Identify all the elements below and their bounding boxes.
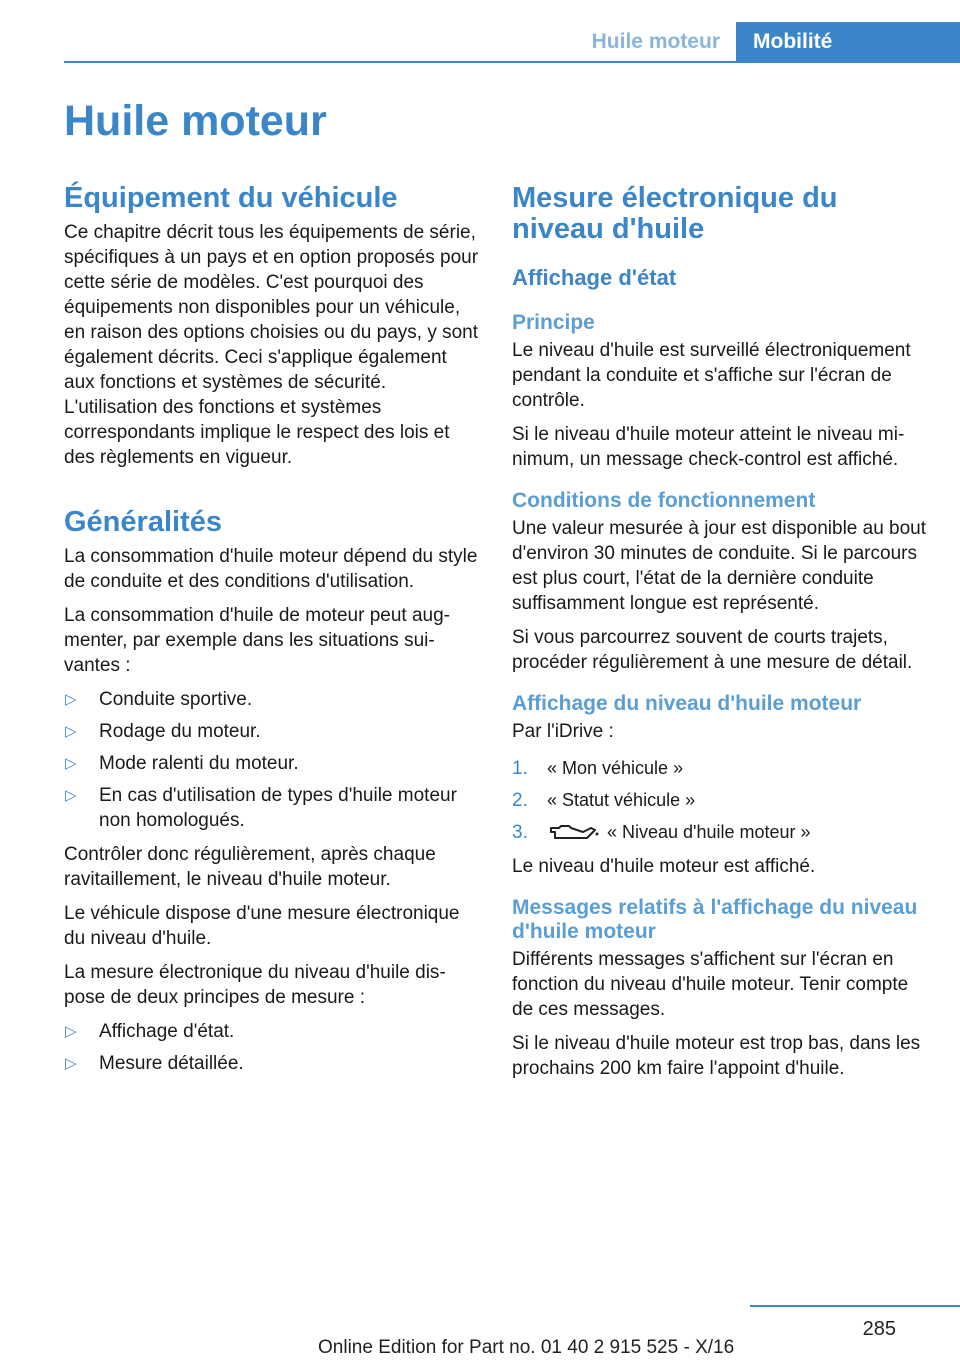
oil-can-icon bbox=[547, 822, 599, 842]
paragraph: Contrôler donc régulièrement, après chaque ravitaillement, le niveau d'huile moteur. bbox=[64, 844, 436, 890]
left-column bbox=[64, 183, 480, 1085]
triangle-bullet-icon: ▷ bbox=[65, 723, 77, 740]
paragraph: La consommation d'huile moteur dépend du style de conduite et des conditions d'utilisation. bbox=[64, 546, 478, 592]
header-section-label: Huile moteur bbox=[591, 30, 720, 53]
subheading-messages: Messages relatifs à l'affichage du niveau d'huile moteur bbox=[512, 896, 918, 943]
list-item: ▷ Rodage du moteur. bbox=[65, 721, 261, 742]
paragraph: Ce chapitre décrit tous les équipements de série, spécifiques à un pays et en option proposés pour cette série de modèles. C'est pourquoi des équipements non disponibles pour un véhicule, en raison des options choisies ou du pays, y sont également décrits. Ceci s'applique également aux fonctions et systèmes de sécurité. L'utilisation des fonctions et systèmes correspondants implique le respect des lois et des règlements en vigueur. bbox=[64, 222, 479, 468]
list-item: 3. « Niveau d'huile moteur » bbox=[512, 822, 811, 843]
page-number: 285 bbox=[862, 1318, 896, 1340]
header-rule bbox=[64, 61, 960, 63]
triangle-bullet-icon: ▷ bbox=[65, 1023, 77, 1040]
section-heading-generalites: Généralités bbox=[64, 506, 222, 538]
section-heading-mesure: Mesure électronique du niveau d'huile bbox=[512, 182, 838, 245]
footer-rule bbox=[750, 1305, 960, 1307]
paragraph: Le niveau d'huile est surveillé électroniquement pendant la conduite et s'affiche sur l'écran de contrôle. bbox=[512, 340, 911, 411]
bullet-list-situations bbox=[64, 687, 480, 833]
subheading-conditions: Conditions de fonctionnement bbox=[512, 489, 816, 512]
subheading-principe: Principe bbox=[512, 311, 595, 334]
page-title: Huile moteur bbox=[64, 97, 327, 145]
triangle-bullet-icon: ▷ bbox=[65, 1055, 77, 1072]
triangle-bullet-icon: ▷ bbox=[65, 691, 77, 708]
paragraph: Si le niveau d'huile moteur est trop bas, dans les prochains 200 km faire l'appoint d'huile. bbox=[512, 1033, 921, 1079]
list-item: 1. « Mon véhicule » bbox=[512, 758, 684, 779]
list-item: 2. « Statut véhicule » bbox=[512, 790, 696, 811]
list-item: ▷ Affichage d'état. bbox=[65, 1021, 235, 1042]
list-item: ▷ Mode ralenti du moteur. bbox=[65, 753, 299, 774]
idrive-steps-list bbox=[512, 756, 934, 845]
paragraph: Une valeur mesurée à jour est disponible au bout d'environ 30 minutes de conduite. Si le parcours est plus court, l'état de la dernière conduite suffisamment longue est représenté. bbox=[512, 518, 927, 614]
list-item: ▷ Mesure détaillée. bbox=[65, 1053, 244, 1074]
paragraph: Le véhicule dispose d'une mesure électronique du niveau d'huile. bbox=[64, 903, 460, 949]
triangle-bullet-icon: ▷ bbox=[65, 787, 77, 804]
paragraph: Si vous parcourrez souvent de courts trajets, procéder régulièrement à une mesure de détail. bbox=[512, 627, 913, 673]
header-chapter-tab: Mobilité bbox=[736, 22, 960, 63]
bullet-list-principles bbox=[64, 1019, 480, 1076]
triangle-bullet-icon: ▷ bbox=[65, 755, 77, 772]
paragraph: La consommation d'huile de moteur peut augmenter, par exemple dans les situations suivantes : bbox=[64, 605, 450, 676]
section-heading-equipement: Équipement du véhicule bbox=[64, 182, 398, 214]
paragraph: La mesure électronique du niveau d'huile dispose de deux principes de mesure : bbox=[64, 962, 446, 1008]
paragraph: Par l'iDrive : bbox=[512, 721, 614, 742]
subheading-affichage-niveau: Affichage du niveau d'huile moteur bbox=[512, 692, 862, 715]
list-item: ▷ En cas d'utilisation de types d'huile moteur non homologués. bbox=[65, 785, 457, 831]
paragraph: Si le niveau d'huile moteur atteint le niveau minimum, un message check-control est affiché. bbox=[512, 424, 905, 470]
paragraph: Différents messages s'affichent sur l'écran en fonction du niveau d'huile moteur. Tenir compte de ces messages. bbox=[512, 949, 909, 1020]
subheading-affichage-etat: Affichage d'état bbox=[512, 265, 677, 290]
list-item: ▷ Conduite sportive. bbox=[65, 689, 253, 710]
edition-footer: Online Edition for Part no. 01 40 2 915 525 - X/16 bbox=[318, 1337, 735, 1358]
paragraph: Le niveau d'huile moteur est affiché. bbox=[512, 856, 816, 877]
right-column bbox=[512, 183, 934, 1090]
